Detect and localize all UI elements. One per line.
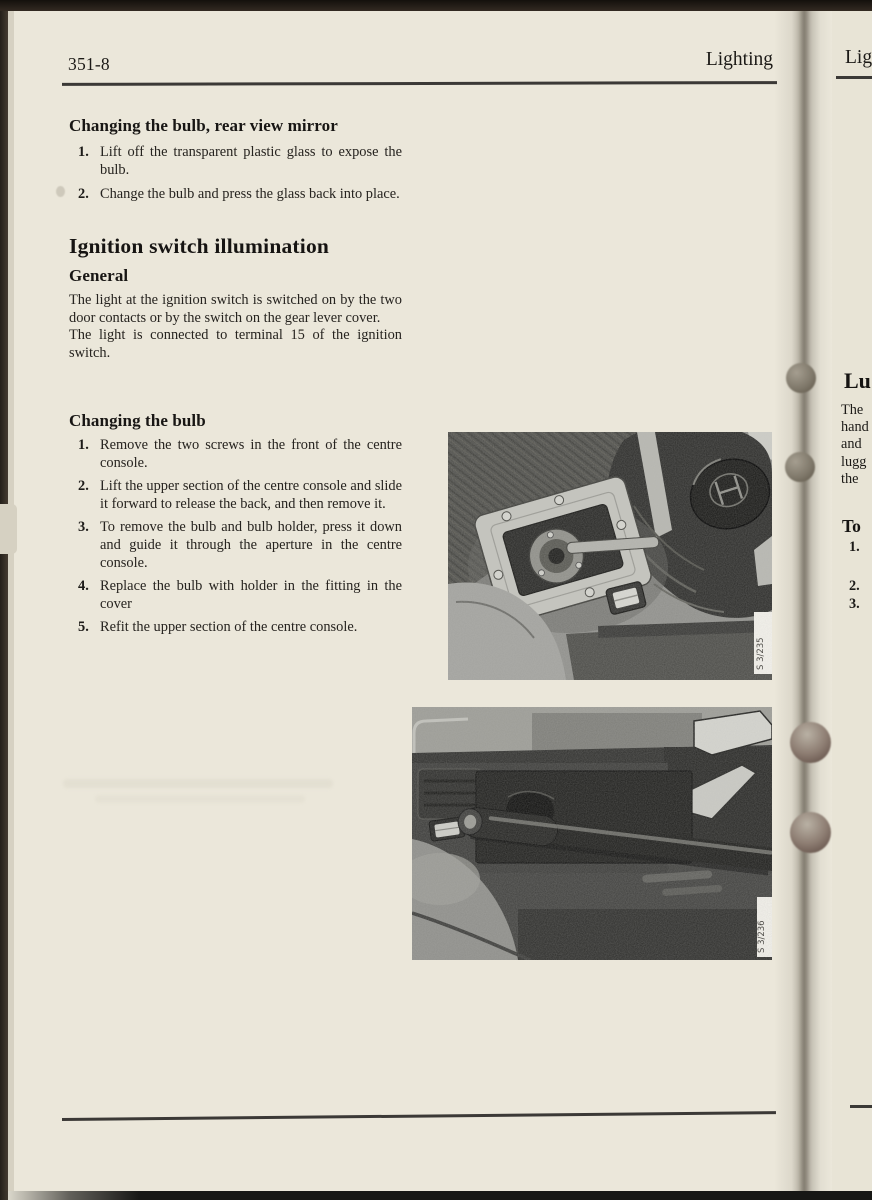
list-text: To remove the bulb and bulb holder, press it down and guide it through the aperture in the centre console. (100, 519, 402, 571)
book-left-edge (0, 0, 8, 1200)
mirror-steps-list (78, 143, 402, 209)
text-fragment: The (841, 402, 864, 418)
binder-hole (790, 722, 831, 763)
list-number: 4. (78, 578, 89, 594)
list-item (78, 436, 402, 472)
next-page-list-number: 2. (849, 578, 860, 594)
next-page-header-fragment: Lig (845, 47, 872, 68)
chapter-title: Lighting (705, 49, 773, 70)
binder-hole (785, 452, 815, 482)
figure-handbrake-photo (412, 707, 772, 960)
list-number: 1. (78, 437, 89, 453)
list-item (78, 618, 402, 636)
list-number: 1. (78, 144, 89, 160)
header-rule (62, 81, 777, 86)
list-text: Replace the bulb with holder in the fitting in the cover (100, 578, 402, 612)
list-item (78, 577, 402, 613)
binder-hole (790, 812, 831, 853)
next-page-list-number: 1. (849, 539, 860, 555)
next-page-header-rule (836, 76, 872, 79)
next-page-list-number: 3. (849, 596, 860, 612)
list-item (78, 143, 402, 179)
paragraph: The light is connected to terminal 15 of the ignition switch. (69, 327, 402, 361)
section-heading-ignition: Ignition switch illumination (69, 234, 330, 258)
footer-rule (62, 1111, 776, 1121)
section-heading-mirror: Changing the bulb, rear view mirror (69, 116, 338, 135)
list-item (78, 518, 402, 572)
scan-top-band (0, 0, 872, 11)
next-page-heading-fragment: Lu (844, 368, 871, 393)
figure-gear-lever-photo (448, 432, 772, 680)
next-page-footer-rule (850, 1105, 872, 1108)
bulb-steps-list (78, 436, 402, 641)
list-text: Lift off the transparent plastic glass to expose the bulb. (100, 144, 402, 178)
list-text: Refit the upper section of the centre console. (100, 619, 358, 635)
subheading-general: General (69, 266, 129, 285)
list-number: 2. (78, 478, 89, 494)
bleedthrough-smudge (63, 779, 333, 788)
binder-hole (786, 363, 816, 393)
text-fragment: the (841, 470, 859, 487)
next-page-subheading-fragment: To (842, 516, 861, 536)
list-text: Remove the two screws in the front of the centre console. (100, 437, 402, 471)
list-text: Lift the upper section of the centre console and slide it forward to release the back, and then remove it. (100, 478, 402, 512)
gutter-crease (801, 0, 808, 1200)
page-number: 351-8 (68, 54, 110, 74)
photo-grain (412, 707, 772, 960)
next-page-fragment (832, 11, 872, 1191)
page-edge-tab (0, 504, 17, 554)
next-page-body-fragments (841, 402, 869, 488)
page-left-edge-highlight (8, 11, 14, 1191)
section-heading-bulb: Changing the bulb (69, 411, 206, 430)
list-text: Change the bulb and press the glass back into place. (100, 186, 400, 202)
ignition-paragraphs (69, 292, 402, 362)
text-fragment: lugg (841, 453, 867, 470)
list-number: 3. (78, 519, 89, 535)
paragraph: The light at the ignition switch is switched on by the two door contacts or by the switch on the gear lever cover. (69, 292, 402, 326)
bleedthrough-smudge (95, 795, 305, 803)
list-number: 5. (78, 619, 89, 635)
text-fragment: and (841, 436, 862, 453)
list-item (78, 185, 402, 203)
photo-grain (448, 432, 772, 680)
list-item (78, 477, 402, 513)
list-number: 2. (78, 186, 89, 202)
text-fragment: hand (841, 419, 869, 436)
scan-speck (56, 186, 65, 197)
scan-bottom-band (0, 1191, 872, 1200)
